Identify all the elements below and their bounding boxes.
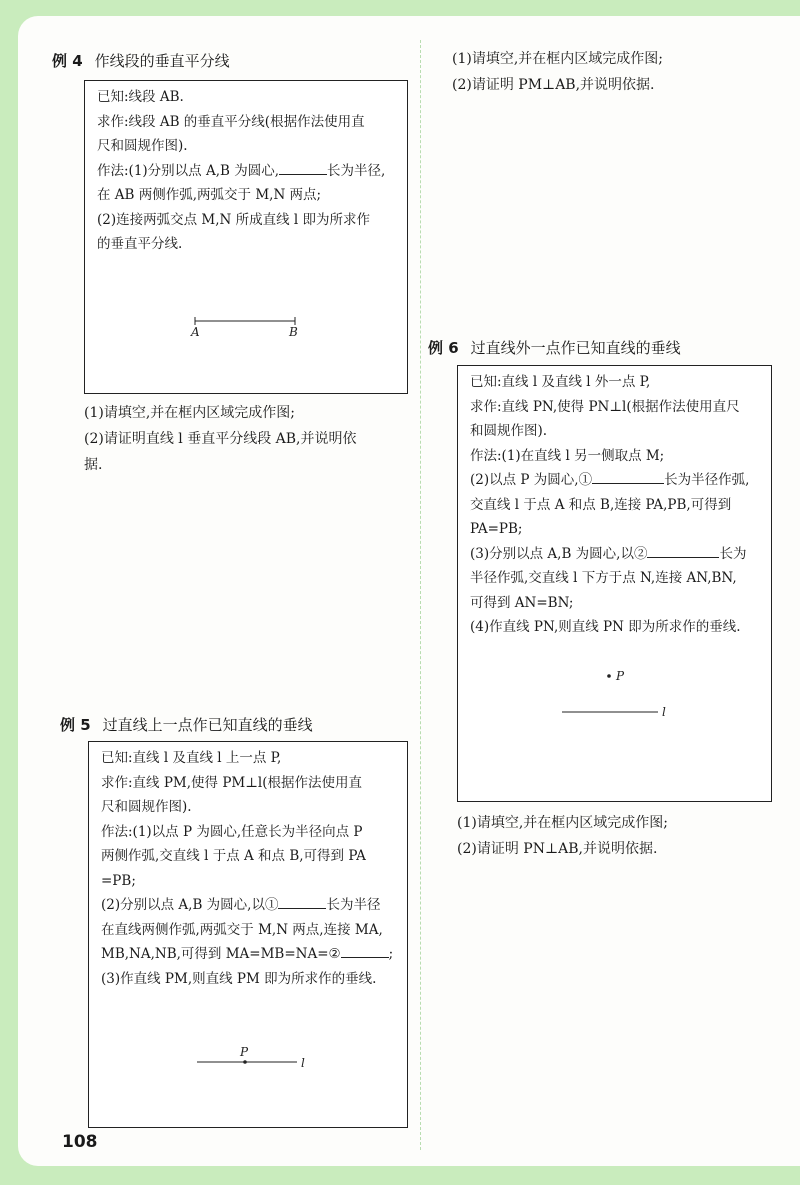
ex4-require-2: 尺和圆规作图). [97, 138, 188, 154]
ex4-question-1: (1)请填空,并在框内区域完成作图; [84, 405, 295, 421]
ex6-line-figure [458, 366, 773, 803]
ex6-question-2: (2)请证明 PN⊥AB,并说明依据. [457, 841, 658, 857]
ex5-method-1b: 两侧作弧,交直线 l 于点 A 和点 B,可得到 PA [101, 848, 366, 864]
point-p [607, 674, 611, 678]
column-divider [420, 40, 421, 1150]
label-p: P [616, 669, 625, 683]
ex6-require-2: 和圆规作图). [470, 423, 548, 439]
ex4-given: 已知:线段 AB. [97, 89, 184, 105]
example-4-heading [52, 50, 230, 71]
example-6-heading [428, 337, 681, 358]
ex5-question-2: (2)请证明 PM⊥AB,并说明依据. [452, 77, 655, 93]
page-number: 108 [62, 1132, 98, 1152]
example-4-questions [84, 400, 414, 478]
example-5-title: 过直线上一点作已知直线的垂线 [102, 716, 313, 734]
ex5-method-2c: 在直线两侧作弧,两弧交于 M,N 两点,连接 MA, [101, 921, 383, 938]
ex6-given: 已知:直线 l 及直线 l 外一点 P, [470, 374, 651, 390]
ex4-question-2b: 据. [84, 457, 103, 473]
ex5-line-figure [89, 742, 409, 1129]
label-p: P [240, 1045, 249, 1059]
ex4-require-1: 求作:线段 AB 的垂直平分线(根据作法使用直 [97, 113, 365, 130]
example-6-number: 例 6 [428, 339, 459, 357]
ex6-method-3d: 可得到 AN=BN; [470, 594, 574, 611]
ex6-method-1: 作法:(1)在直线 l 另一侧取点 M; [470, 447, 665, 464]
ex6-method-2d: PA=PB; [470, 521, 523, 537]
ex5-method-1: 作法:(1)以点 P 为圆心,任意长为半径向点 P [101, 823, 363, 840]
ex5-given: 已知:直线 l 及直线 l 上一点 P, [101, 750, 282, 766]
ex4-question-2: (2)请证明直线 l 垂直平分线段 AB,并说明依 [84, 431, 357, 447]
ex5-method-1c: =PB; [101, 872, 136, 889]
ex6-require-1: 求作:直线 PN,使得 PN⊥l(根据作法使用直尺 [470, 398, 740, 415]
example-6-questions [457, 810, 777, 862]
ex4-method-1b: 在 AB 两侧作弧,两弧交于 M,N 两点; [97, 187, 322, 203]
label-a: A [191, 325, 200, 339]
ex4-segment-figure [85, 81, 409, 395]
ex5-question-1: (1)请填空,并在框内区域完成作图; [452, 51, 663, 67]
ex5-require-2: 尺和圆规作图). [101, 799, 192, 815]
example-4-title: 作线段的垂直平分线 [94, 52, 230, 70]
ex4-method-2: (2)连接两弧交点 M,N 所成直线 l 即为所求作 [97, 211, 371, 228]
ex6-method-4: (4)作直线 PN,则直线 PN 即为所求作的垂线. [470, 619, 741, 635]
label-l: l [301, 1056, 305, 1070]
example-4-number: 例 4 [52, 52, 83, 70]
example-5-heading [60, 714, 313, 735]
example-6-title: 过直线外一点作已知直线的垂线 [470, 339, 681, 357]
ex6-question-1: (1)请填空,并在框内区域完成作图; [457, 815, 668, 831]
ex6-method-2: (2)以点 P 为圆心,① 长为半径作弧, [470, 468, 761, 493]
example-5-box [88, 741, 408, 1128]
label-b: B [289, 325, 298, 339]
ex5-questions [452, 46, 782, 98]
ex6-method-3c: 半径作弧,交直线 l 下方于点 N,连接 AN,BN, [470, 570, 737, 586]
example-6-box [457, 365, 772, 802]
ex6-method-2c: 交直线 l 于点 A 和点 B,连接 PA,PB,可得到 [470, 496, 732, 513]
ex5-method-3: (3)作直线 PM,则直线 PM 即为所求作的垂线. [101, 970, 377, 987]
example-4-box [84, 80, 408, 394]
ex5-method-2: (2)分别以点 A,B 为圆心,以① 长为半径 [101, 893, 397, 918]
label-l: l [662, 705, 666, 719]
example-5-number: 例 5 [60, 716, 91, 734]
ex6-method-3: (3)分别以点 A,B 为圆心,以② 长为 [470, 542, 761, 567]
ex4-method-2b: 的垂直平分线. [97, 236, 183, 252]
point-p [243, 1060, 247, 1064]
ex5-method-2d: MB,NA,NB,可得到 MA=MB=NA=② ; [101, 942, 397, 967]
ex4-method-1: 作法:(1)分别以点 A,B 为圆心, 长为半径, [97, 159, 397, 184]
ex5-require-1: 求作:直线 PM,使得 PM⊥l(根据作法使用直 [101, 774, 363, 791]
